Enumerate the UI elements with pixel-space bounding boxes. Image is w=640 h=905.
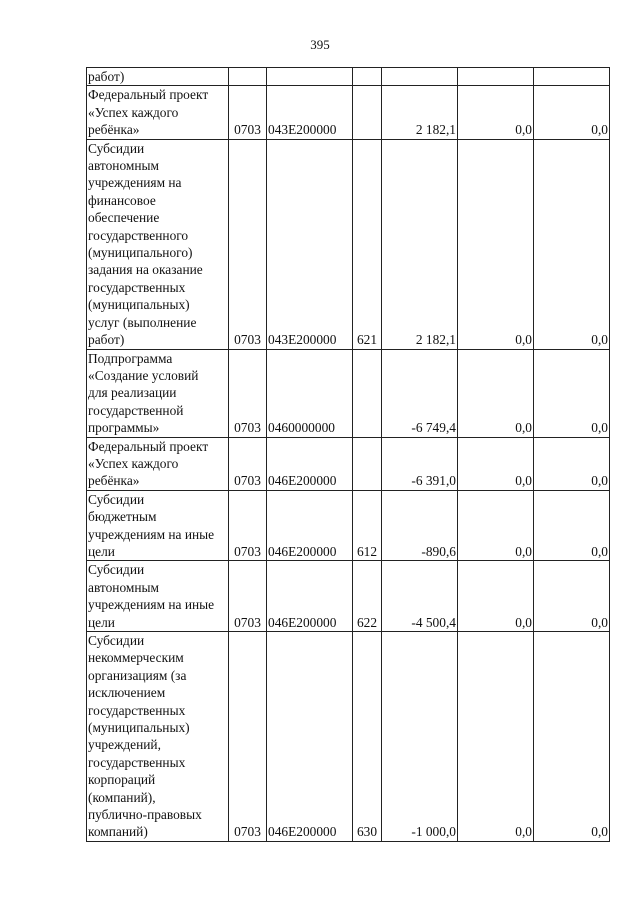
row-name: Федеральный проект «Успех каждого ребёнка»	[87, 86, 229, 139]
row-name: Субсидии автономным учреждениям на иные цели	[87, 561, 229, 632]
amount-year-3: 0,0	[534, 349, 610, 437]
section-code: 0703	[229, 349, 267, 437]
expense-type-code	[353, 86, 382, 139]
amount-year-3: 0,0	[534, 86, 610, 139]
expense-type-code	[353, 68, 382, 86]
table-row	[87, 139, 610, 349]
amount-year-3: 0,0	[534, 490, 610, 561]
amount-year-1: -1 000,0	[382, 632, 458, 842]
amount-year-3: 0,0	[534, 632, 610, 842]
section-code	[229, 68, 267, 86]
amount-year-1: 2 182,1	[382, 139, 458, 349]
section-code: 0703	[229, 632, 267, 842]
section-code: 0703	[229, 86, 267, 139]
amount-year-3: 0,0	[534, 561, 610, 632]
amount-year-1	[382, 68, 458, 86]
expense-type-code: 612	[353, 490, 382, 561]
target-article-code: 046E200000	[267, 561, 353, 632]
table-row	[87, 632, 610, 842]
section-code: 0703	[229, 561, 267, 632]
expense-type-code	[353, 349, 382, 437]
target-article-code: 0460000000	[267, 349, 353, 437]
amount-year-1: -890,6	[382, 490, 458, 561]
amount-year-2	[458, 68, 534, 86]
amount-year-2: 0,0	[458, 561, 534, 632]
amount-year-2: 0,0	[458, 86, 534, 139]
row-name: работ)	[87, 68, 229, 86]
amount-year-3: 0,0	[534, 139, 610, 349]
target-article-code: 046E200000	[267, 437, 353, 490]
table-row	[87, 437, 610, 490]
table-row	[87, 490, 610, 561]
table-row	[87, 561, 610, 632]
amount-year-2: 0,0	[458, 139, 534, 349]
row-name: Субсидии автономным учреждениям на финансовое обеспечение государственного (муниципального) задания на оказание государственных (муниципальных) услуг (выполнение работ)	[87, 139, 229, 349]
budget-table	[86, 67, 610, 842]
amount-year-2: 0,0	[458, 437, 534, 490]
section-code: 0703	[229, 490, 267, 561]
row-name: Подпрограмма «Создание условий для реализации государственной программы»	[87, 349, 229, 437]
amount-year-1: -4 500,4	[382, 561, 458, 632]
row-name: Субсидии некоммерческим организациям (за исключением государственных (муниципальных) учреждений, государственных корпораций (компаний), публично-правовых компаний)	[87, 632, 229, 842]
target-article-code: 046E200000	[267, 490, 353, 561]
row-name: Федеральный проект «Успех каждого ребёнка»	[87, 437, 229, 490]
section-code: 0703	[229, 139, 267, 349]
table-row	[87, 68, 610, 86]
expense-type-code: 621	[353, 139, 382, 349]
amount-year-2: 0,0	[458, 349, 534, 437]
target-article-code: 046E200000	[267, 632, 353, 842]
expense-type-code: 630	[353, 632, 382, 842]
amount-year-1: -6 749,4	[382, 349, 458, 437]
target-article-code	[267, 68, 353, 86]
table-row	[87, 86, 610, 139]
amount-year-2: 0,0	[458, 632, 534, 842]
expense-type-code: 622	[353, 561, 382, 632]
amount-year-1: 2 182,1	[382, 86, 458, 139]
table-row	[87, 349, 610, 437]
section-code: 0703	[229, 437, 267, 490]
expense-type-code	[353, 437, 382, 490]
amount-year-2: 0,0	[458, 490, 534, 561]
amount-year-3: 0,0	[534, 437, 610, 490]
row-name: Субсидии бюджетным учреждениям на иные цели	[87, 490, 229, 561]
amount-year-3	[534, 68, 610, 86]
target-article-code: 043E200000	[267, 86, 353, 139]
target-article-code: 043E200000	[267, 139, 353, 349]
page-number: 395	[310, 37, 330, 52]
amount-year-1: -6 391,0	[382, 437, 458, 490]
